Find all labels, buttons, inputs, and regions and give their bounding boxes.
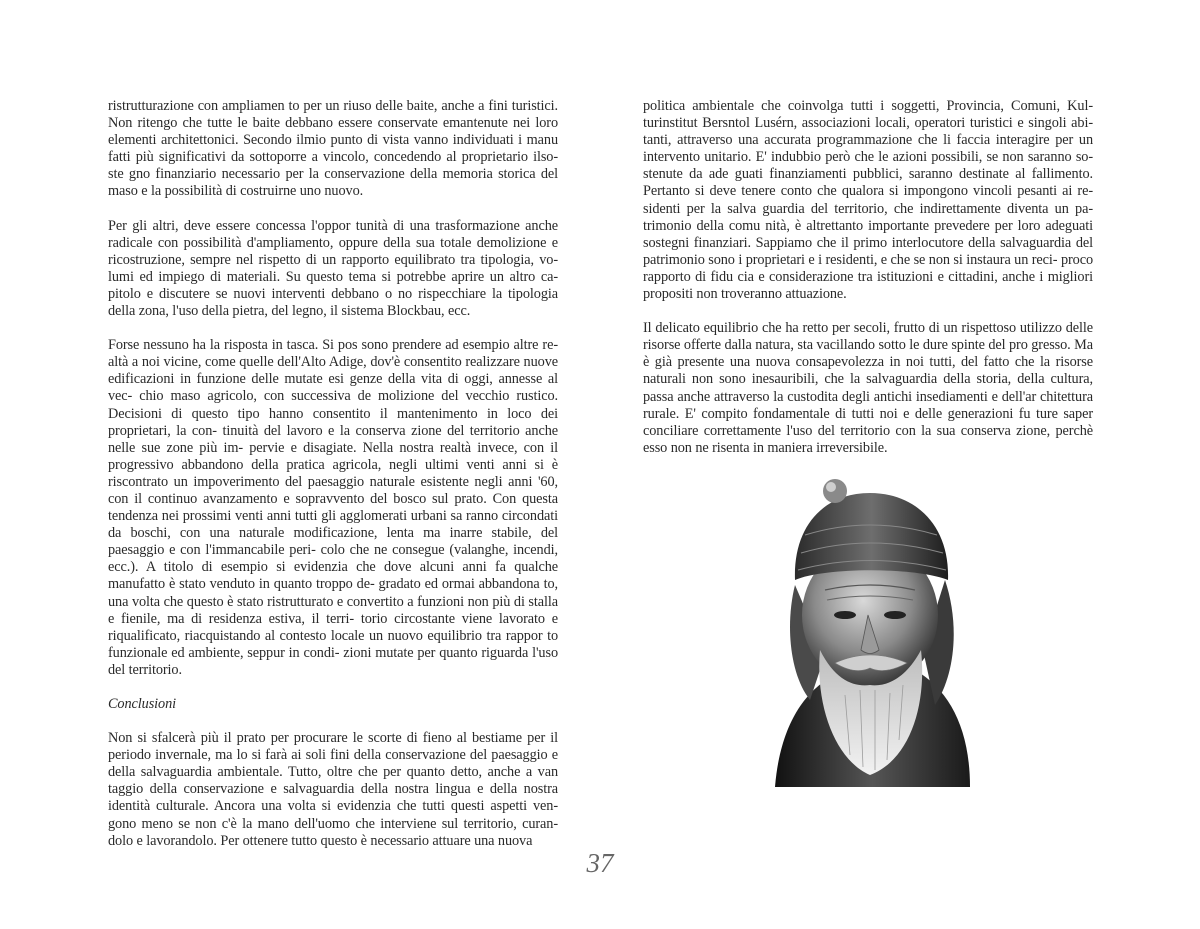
paragraph: Forse nessuno ha la risposta in tasca. Si pos sono prendere ad esempio altre re- altà a noi vicine, come quelle dell'Alto Adige, dov'è consentito realizzare nuove edificazioni in funzione delle mutate esi genze della vita di oggi, annesse al vec- chio maso agricolo, con successiva de molizione del vecchio rustico. Decisioni di questo tipo hanno consentito il mantenimento in loco dei proprietari, la con- tinuità del lavoro e la conserva zione del territorio anche nelle sue zone più im- pervie e disagiate. Nella nostra realtà invece, con il progressivo abbandono della pratica agricola, negli ultimi venti anni si è riscontrato un impoverimento del paesaggio naturale esistente negli anni '60, con il continuo avanzamento e sopravvento del bosco sul prato. Con questa tendenza nei prossimi venti anni tutti gli agglomerati urbani sa ranno circondati da boschi, con una naturale modificazione, lenta ma inarre stabile, del paesaggio e con l'immancabile peri- colo che ne consegue (valanghe, incendi, ecc.). A titolo di esempio si evidenzia che dove alcuni anni fa qualche manufatto è stato venduto in quanto troppo de- gradato ed ormai abbandona to, una volta che questo è stato ristrutturato e convertito a funzioni non più di stalla e fienile, ma di residenza estiva, il terri- torio circostante viene lavorato e riqualificato, riacquistando al contesto locale un nuovo equilibrio tra rappor to funzionale ed ambiente, seppur in condi- zioni mutate per quanto riguarda l'uso del territorio. bbox=[108, 337, 558, 678]
page-number: 37 bbox=[586, 848, 614, 878]
paragraph: ristrutturazione con ampliamen to per un riuso delle baite, anche a fini turistici. Non ritengo che tutte le baite debbano essere conservate emantenute nei loro elementi architettonici. Secondo ilmio punto di vista vanno individuati i manu fatti più significativi da sottoporre a vincolo, concedendo al proprietario ilso- ste gno finanziario necessario per la conservazione della memoria storica del maso e la possibilità di costruirne uno nuovo. bbox=[108, 98, 558, 200]
section-heading: Conclusioni bbox=[108, 696, 177, 712]
portrait-illustration bbox=[765, 475, 975, 787]
paragraph: Per gli altri, deve essere concessa l'oppor tunità di una trasformazione anche radicale con possibilità d'ampliamento, oppure della sua totale demolizione e ricostruzione, sempre nel rispetto di un rapporto equilibrato tra tipologia, vo- lumi ed impiego di materiali. Su questo tema si potrebbe aprire un altro ca- pitolo e discutere se nuovi interventi debbano o no rispecchiare la tipologia della zona, l'uso della pietra, del legno, il sistema Blockbau, ecc. bbox=[108, 217, 558, 320]
left-text-column bbox=[108, 98, 558, 867]
paragraph: Il delicato equilibrio che ha retto per secoli, frutto di un rispettoso utilizzo delle risorse offerte dalla natura, sta vacillando sotto le dure spinte del pro gresso. Ma è già presente una nuova consapevolezza in noi tutti, del fatto che la risorse naturali non sono inesauribili, che la salvaguardia della storia, della cultura, passa anche attraverso la custodita degli antichi insediamenti e dell'ar chitettura rurale. E' compito fondamentale di tutti noi e delle generazioni fu ture saper conciliare correttamente l'uso del territorio con la sua conserva zione, perchè esso non ne risenta in maniera irreversibile. bbox=[643, 320, 1093, 456]
paragraph: politica ambientale che coinvolga tutti i soggetti, Provincia, Comuni, Kul- turinstitut Bersntol Lusérn, associazioni locali, operatori turistici e singoli abi- tanti, attraverso una accurata programmazione che li faccia interagire per un intervento unitario. E' indubbio però che le azioni possibili, se non saranno so- stenute da ade guati finanziamenti pubblici, saranno destinate al fallimento. Pertanto si deve tenere conto che qualora si impongono vincoli pesanti ai re- sidenti per la salva guardia del territorio, che indirettamente diventa un pa- trimonio della comu nità, è altrettanto importante prevedere per loro adeguati sostegni finanziari. Sappiamo che il primo interlocutore della salvaguardia del patrimonio sono i proprietari e i residenti, e che se non si instaura un reci- proco rapporto di fidu cia e considerazione tra istituzioni e cittadini, anche i migliori propositi non troveranno attuazione. bbox=[643, 98, 1093, 303]
right-text-column bbox=[643, 98, 1093, 474]
paragraph: Non si sfalcerà più il prato per procurare le scorte di fieno al bestiame per il periodo invernale, ma lo si farà ai soli fini della conservazione del paesaggio e della salvaguardia ambientale. Tutto, oltre che per quanto detto, anche a van taggio della conservazione e salvaguardia della nostra lingua e della nostra identità culturale. Ancora una volta si evidenzia che tutti questi aspetti ven- gono meno se non c'è la mano dell'uomo che interviene sul territorio, curan- dolo e lavorandolo. Per ottenere tutto questo è necessario attuare una nuova bbox=[108, 730, 558, 849]
